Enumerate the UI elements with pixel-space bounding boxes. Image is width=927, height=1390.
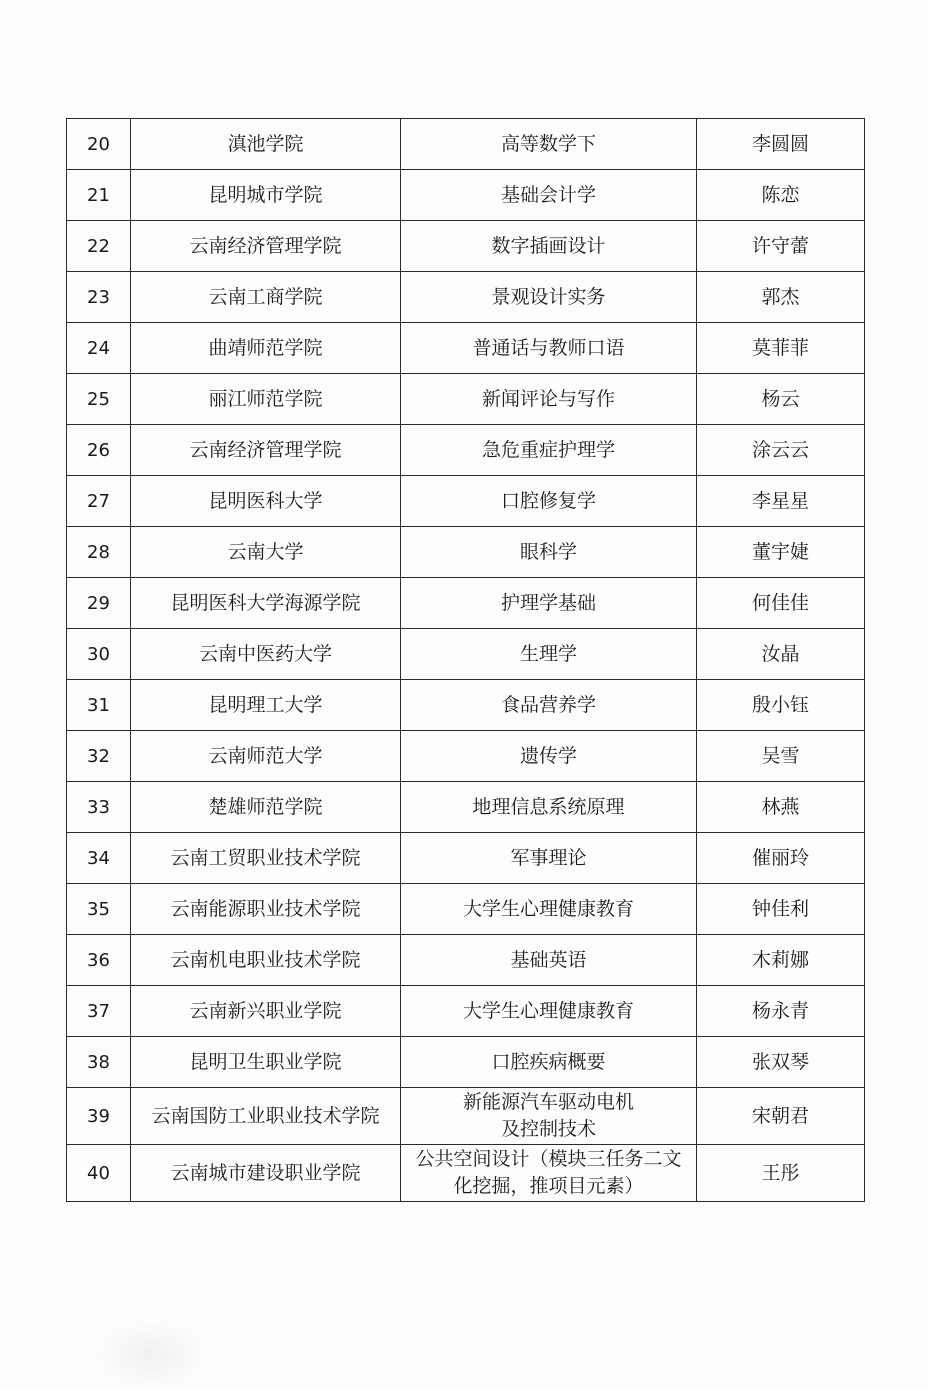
table-row (67, 425, 865, 476)
course-cell: 基础会计学 (401, 170, 697, 221)
school-cell: 昆明理工大学 (131, 680, 401, 731)
course-line-1: 新能源汽车驱动电机 (462, 1091, 634, 1113)
course-cell: 护理学基础 (401, 578, 697, 629)
row-number-cell: 24 (67, 323, 131, 374)
course-cell: 口腔疾病概要 (401, 1037, 697, 1088)
scan-smudge (96, 1320, 206, 1390)
teacher-cell: 殷小钰 (697, 680, 865, 731)
row-number-cell: 38 (67, 1037, 131, 1088)
course-cell: 军事理论 (401, 833, 697, 884)
teacher-cell: 郭杰 (697, 272, 865, 323)
course-cell: 大学生心理健康教育 (401, 884, 697, 935)
table-row (67, 1145, 865, 1202)
school-cell: 云南工贸职业技术学院 (131, 833, 401, 884)
school-cell: 昆明医科大学 (131, 476, 401, 527)
row-number-cell: 20 (67, 119, 131, 170)
row-number-cell: 28 (67, 527, 131, 578)
teacher-cell: 宋朝君 (697, 1088, 865, 1145)
course-cell: 普通话与教师口语 (401, 323, 697, 374)
row-number-cell: 27 (67, 476, 131, 527)
row-number-cell: 35 (67, 884, 131, 935)
row-number-cell: 23 (67, 272, 131, 323)
course-cell: 遗传学 (401, 731, 697, 782)
table-row (67, 1037, 865, 1088)
table-row (67, 221, 865, 272)
teacher-cell: 许守蕾 (697, 221, 865, 272)
row-number-cell: 36 (67, 935, 131, 986)
school-cell: 云南师范大学 (131, 731, 401, 782)
table-row (67, 833, 865, 884)
teacher-cell: 李圆圆 (697, 119, 865, 170)
table-row (67, 935, 865, 986)
teacher-cell: 木莉娜 (697, 935, 865, 986)
teacher-cell: 张双琴 (697, 1037, 865, 1088)
table-row (67, 782, 865, 833)
school-cell: 云南中医药大学 (131, 629, 401, 680)
course-cell: 新闻评论与写作 (401, 374, 697, 425)
row-number-cell: 39 (67, 1088, 131, 1145)
school-cell: 丽江师范学院 (131, 374, 401, 425)
teacher-cell: 王彤 (697, 1145, 865, 1202)
teacher-cell: 莫菲菲 (697, 323, 865, 374)
teacher-cell: 吴雪 (697, 731, 865, 782)
table-row (67, 170, 865, 221)
table-row (67, 680, 865, 731)
table-row (67, 119, 865, 170)
row-number-cell: 40 (67, 1145, 131, 1202)
school-cell: 曲靖师范学院 (131, 323, 401, 374)
course-line-2: 化挖掘，推项目元素） (453, 1175, 644, 1197)
row-number-cell: 22 (67, 221, 131, 272)
row-number-cell: 32 (67, 731, 131, 782)
course-cell: 眼科学 (401, 527, 697, 578)
row-number-cell: 26 (67, 425, 131, 476)
course-line-2: 及控制技术 (500, 1118, 596, 1140)
table-row (67, 629, 865, 680)
teacher-cell: 陈恋 (697, 170, 865, 221)
teacher-cell: 杨云 (697, 374, 865, 425)
school-cell: 云南大学 (131, 527, 401, 578)
row-number-cell: 25 (67, 374, 131, 425)
school-cell: 昆明卫生职业学院 (131, 1037, 401, 1088)
teacher-cell: 杨永青 (697, 986, 865, 1037)
course-cell (401, 1088, 697, 1145)
school-cell: 楚雄师范学院 (131, 782, 401, 833)
course-cell: 大学生心理健康教育 (401, 986, 697, 1037)
course-cell: 口腔修复学 (401, 476, 697, 527)
teacher-cell: 林燕 (697, 782, 865, 833)
school-cell: 云南工商学院 (131, 272, 401, 323)
table-row (67, 527, 865, 578)
row-number-cell: 30 (67, 629, 131, 680)
table-row (67, 323, 865, 374)
course-cell: 高等数学下 (401, 119, 697, 170)
table-row (67, 374, 865, 425)
teacher-cell: 董宇婕 (697, 527, 865, 578)
school-cell: 云南城市建设职业学院 (131, 1145, 401, 1202)
school-cell: 云南新兴职业学院 (131, 986, 401, 1037)
school-cell: 云南经济管理学院 (131, 425, 401, 476)
table-row (67, 884, 865, 935)
table-row (67, 1088, 865, 1145)
school-cell: 昆明医科大学海源学院 (131, 578, 401, 629)
row-number-cell: 31 (67, 680, 131, 731)
school-cell: 滇池学院 (131, 119, 401, 170)
teacher-cell: 涂云云 (697, 425, 865, 476)
table-row (67, 986, 865, 1037)
teacher-cell: 催丽玲 (697, 833, 865, 884)
teacher-cell: 李星星 (697, 476, 865, 527)
school-cell: 云南能源职业技术学院 (131, 884, 401, 935)
school-cell: 昆明城市学院 (131, 170, 401, 221)
teacher-cell: 钟佳利 (697, 884, 865, 935)
school-cell: 云南机电职业技术学院 (131, 935, 401, 986)
table-body (67, 119, 865, 1202)
row-number-cell: 21 (67, 170, 131, 221)
course-cell: 生理学 (401, 629, 697, 680)
table-row (67, 272, 865, 323)
row-number-cell: 34 (67, 833, 131, 884)
table-row (67, 476, 865, 527)
row-number-cell: 33 (67, 782, 131, 833)
row-number-cell: 29 (67, 578, 131, 629)
school-cell: 云南经济管理学院 (131, 221, 401, 272)
course-cell: 地理信息系统原理 (401, 782, 697, 833)
teacher-cell: 汝晶 (697, 629, 865, 680)
course-cell: 急危重症护理学 (401, 425, 697, 476)
course-teacher-table (66, 118, 865, 1202)
teacher-cell: 何佳佳 (697, 578, 865, 629)
school-cell: 云南国防工业职业技术学院 (131, 1088, 401, 1145)
course-cell: 景观设计实务 (401, 272, 697, 323)
course-line-1: 公共空间设计（模块三任务二文 (415, 1148, 682, 1170)
course-cell: 基础英语 (401, 935, 697, 986)
course-cell: 数字插画设计 (401, 221, 697, 272)
course-cell (401, 1145, 697, 1202)
course-cell: 食品营养学 (401, 680, 697, 731)
table-row (67, 578, 865, 629)
row-number-cell: 37 (67, 986, 131, 1037)
table-row (67, 731, 865, 782)
